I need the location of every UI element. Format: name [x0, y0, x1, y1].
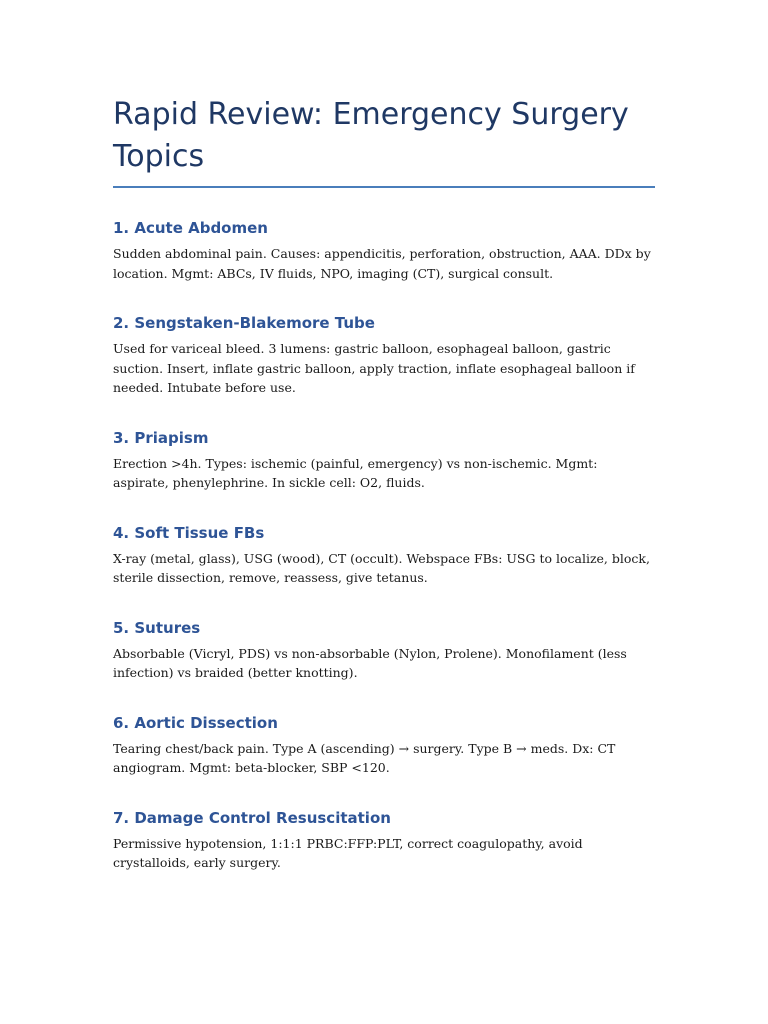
- section-body: Permissive hypotension, 1:1:1 PRBC:FFP:PLT, correct coagulopathy, avoid crystalloids, early surgery.: [113, 835, 583, 870]
- section-aortic-dissection: [113, 713, 655, 778]
- document-title: Rapid Review: Emergency Surgery Topics: [113, 94, 655, 188]
- section-body: Used for variceal bleed. 3 lumens: gastric balloon, esophageal balloon, gastric suction. Insert, inflate gastric balloon, apply traction, inflate esophageal balloon if needed. Intubate before use.: [113, 341, 635, 395]
- section-heading: 4. Soft Tissue FBs: [113, 523, 265, 542]
- section-sutures: [113, 618, 655, 683]
- section-body: Sudden abdominal pain. Causes: appendicitis, perforation, obstruction, AAA. DDx by location. Mgmt: ABCs, IV fluids, NPO, imaging (CT), surgical consult.: [113, 246, 651, 281]
- section-heading: 5. Sutures: [113, 618, 201, 637]
- section-body: Erection >4h. Types: ischemic (painful, emergency) vs non-ischemic. Mgmt: aspirate, phenylephrine. In sickle cell: O2, fluids.: [113, 455, 598, 490]
- section-heading: 3. Priapism: [113, 428, 209, 447]
- section-body: Tearing chest/back pain. Type A (ascending) → surgery. Type B → meds. Dx: CT angiogram. Mgmt: beta-blocker, SBP <120.: [113, 740, 616, 775]
- section-soft-tissue-fbs: [113, 523, 655, 588]
- section-heading: 7. Damage Control Resuscitation: [113, 808, 391, 827]
- document-page: [113, 94, 655, 873]
- section-acute-abdomen: [113, 218, 655, 283]
- section-body: Absorbable (Vicryl, PDS) vs non-absorbable (Nylon, Prolene). Monofilament (less infection) vs braided (better knotting).: [113, 645, 627, 680]
- section-damage-control-resuscitation: [113, 808, 655, 873]
- section-priapism: [113, 428, 655, 493]
- section-heading: 6. Aortic Dissection: [113, 713, 278, 732]
- section-sengstaken-blakemore-tube: [113, 313, 655, 398]
- section-heading: 2. Sengstaken-Blakemore Tube: [113, 314, 375, 332]
- section-body: X-ray (metal, glass), USG (wood), CT (occult). Webspace FBs: USG to localize, block, sterile dissection, remove, reassess, give tetanus.: [113, 550, 650, 585]
- section-heading: 1. Acute Abdomen: [113, 219, 268, 237]
